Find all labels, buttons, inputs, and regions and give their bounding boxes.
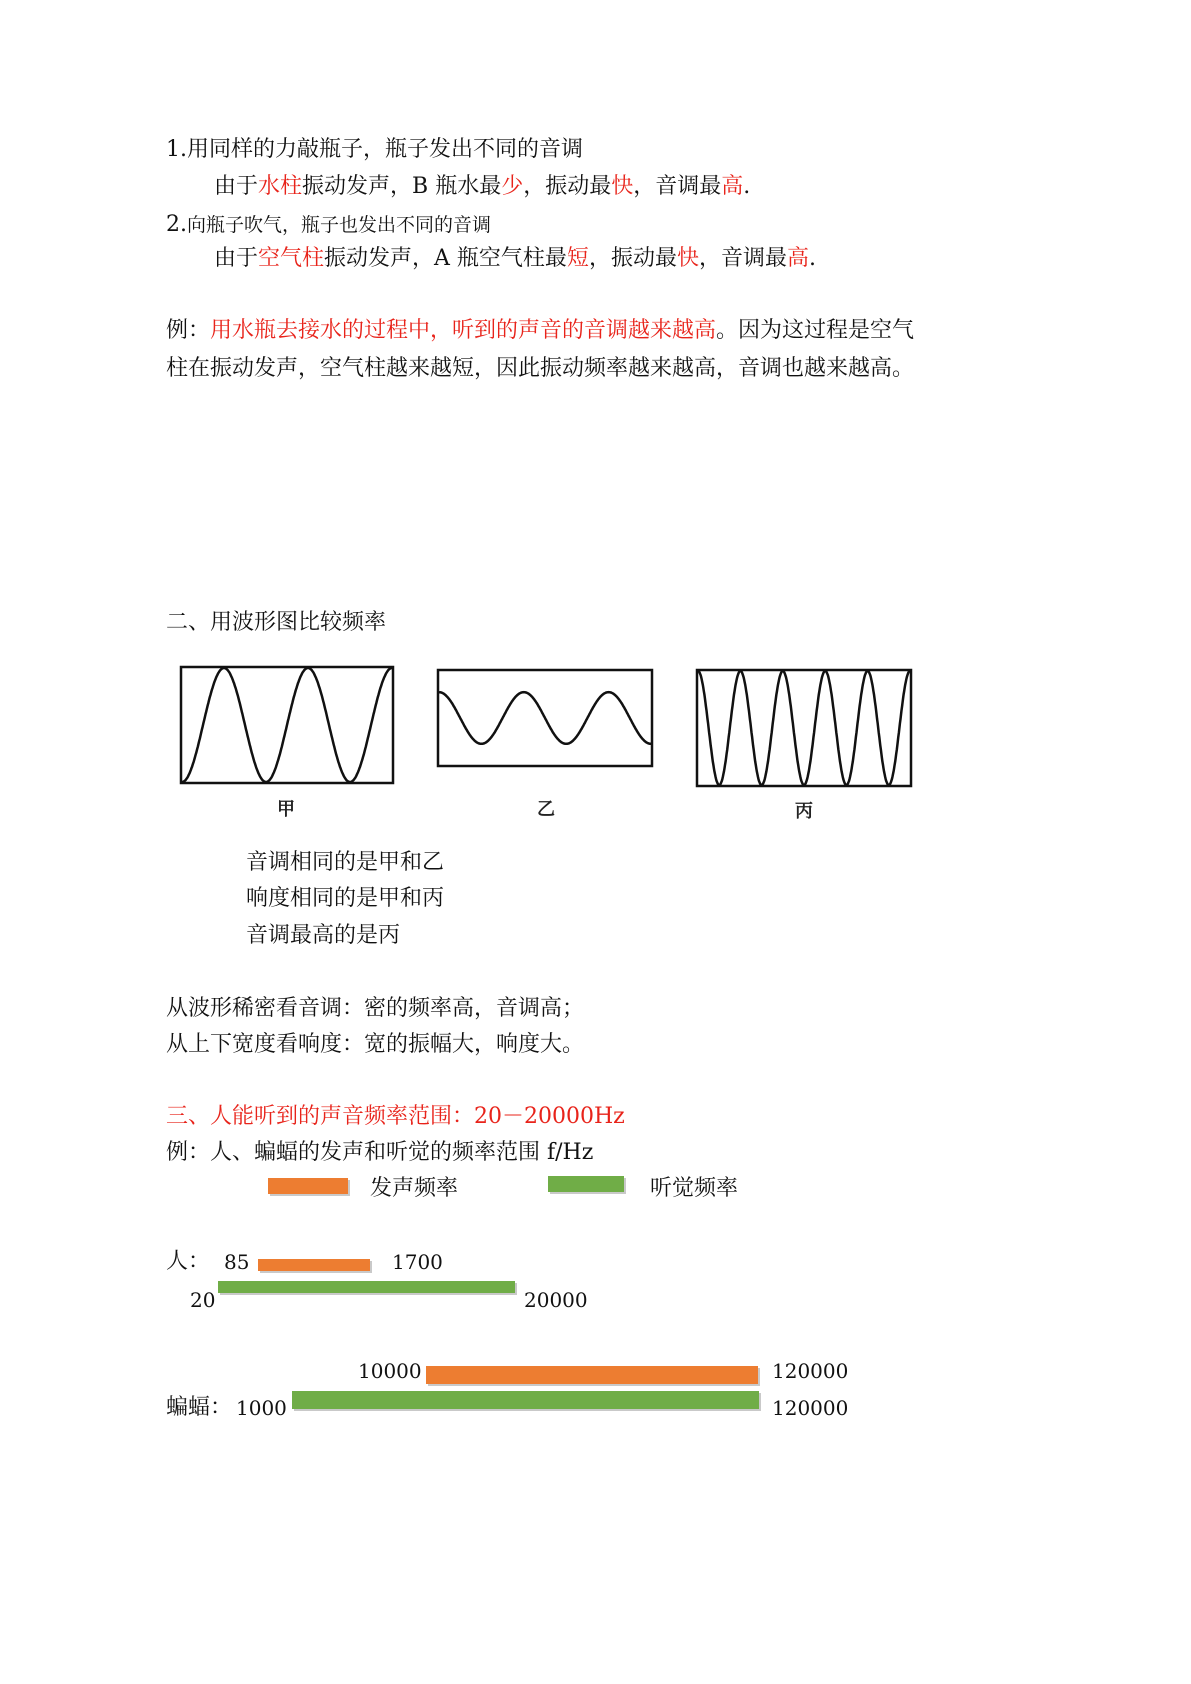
explanation-text: ，振动最 [588, 246, 677, 271]
explanation-text: . [743, 174, 751, 199]
human-emit-bar [258, 1259, 370, 1271]
example-rest: 。因为这过程是空气 [716, 318, 915, 343]
waveform-line [182, 668, 392, 782]
bat-hear-max: 120000 [772, 1396, 849, 1420]
human-emit-min: 85 [224, 1250, 250, 1274]
wave-bing [694, 667, 914, 789]
item2-title [166, 210, 491, 240]
section3-title: 三、人能听到的声音频率范围：20－20000Hz [166, 1104, 625, 1129]
item2-explanation [214, 244, 816, 274]
example-paragraph-line1 [166, 316, 914, 346]
explanation-text: 振动发声，A 瓶空气柱最 [324, 246, 567, 271]
highlight-text: 空气柱 [258, 246, 325, 271]
human-hear-min: 20 [190, 1288, 216, 1312]
item1-explanation [214, 172, 750, 202]
legend-emit-label: 发声频率 [370, 1176, 459, 1201]
item2-number: 2. [166, 212, 187, 237]
human-label: 人： [166, 1249, 211, 1274]
example-highlight: 用水瓶去接水的过程中，听到的声音的音调越来越高 [210, 318, 717, 343]
explanation-text: ，音调最 [698, 246, 787, 271]
bat-label: 蝙蝠： [166, 1395, 233, 1420]
legend-hear-label: 听觉频率 [650, 1176, 739, 1201]
explanation-text: ，振动最 [523, 174, 612, 199]
legend-hear-swatch [548, 1176, 624, 1192]
highlight-text: 水柱 [258, 174, 303, 199]
section2-title: 二、用波形图比较频率 [166, 610, 387, 635]
bat-emit-bar [426, 1366, 758, 1384]
human-emit-max: 1700 [392, 1250, 443, 1274]
highlight-text: 短 [566, 246, 589, 271]
item2-text: 向瓶子吹气，瓶子也发出不同的音调 [187, 214, 492, 236]
wave-yi [435, 667, 655, 769]
bat-emit-max: 120000 [772, 1359, 849, 1383]
highlight-text: 高 [786, 246, 809, 271]
waveform-line [698, 671, 910, 785]
answer-2: 响度相同的是甲和丙 [246, 886, 445, 911]
wave-caption-yi: 乙 [537, 799, 555, 820]
explanation-text: ，音调最 [633, 174, 722, 199]
highlight-text: 快 [676, 246, 699, 271]
highlight-text: 少 [501, 174, 524, 199]
section3-example: 例：人、蝙蝠的发声和听觉的频率范围 f/Hz [166, 1140, 594, 1165]
explanation-text: 振动发声，B 瓶水最 [302, 174, 502, 199]
human-hear-max: 20000 [524, 1288, 588, 1312]
example-paragraph-line2: 柱在振动发声，空气柱越来越短，因此振动频率越来越高，音调也越来越高。 [166, 356, 915, 381]
human-hear-bar [218, 1281, 515, 1293]
explanation-text: 由于 [214, 246, 259, 271]
item1-title: 1.用同样的力敲瓶子，瓶子发出不同的音调 [166, 137, 583, 162]
bat-emit-min: 10000 [358, 1359, 422, 1383]
rule-loudness: 从上下宽度看响度：宽的振幅大，响度大。 [166, 1032, 585, 1057]
explanation-text: . [809, 246, 816, 271]
wave-jia [178, 664, 396, 786]
highlight-text: 快 [611, 174, 634, 199]
highlight-text: 高 [721, 174, 744, 199]
wave-caption-bing: 丙 [795, 801, 813, 822]
answer-3: 音调最高的是丙 [246, 923, 401, 948]
explanation-text: 由于 [214, 174, 259, 199]
answer-1: 音调相同的是甲和乙 [246, 850, 445, 875]
example-prefix: 例： [166, 318, 211, 343]
legend-emit-swatch [268, 1178, 348, 1194]
bat-hear-min: 1000 [236, 1396, 287, 1420]
bat-hear-bar [292, 1391, 759, 1409]
rule-pitch: 从波形稀密看音调：密的频率高，音调高； [166, 996, 585, 1021]
waveform-line [439, 692, 651, 744]
wave-caption-jia: 甲 [277, 799, 295, 820]
